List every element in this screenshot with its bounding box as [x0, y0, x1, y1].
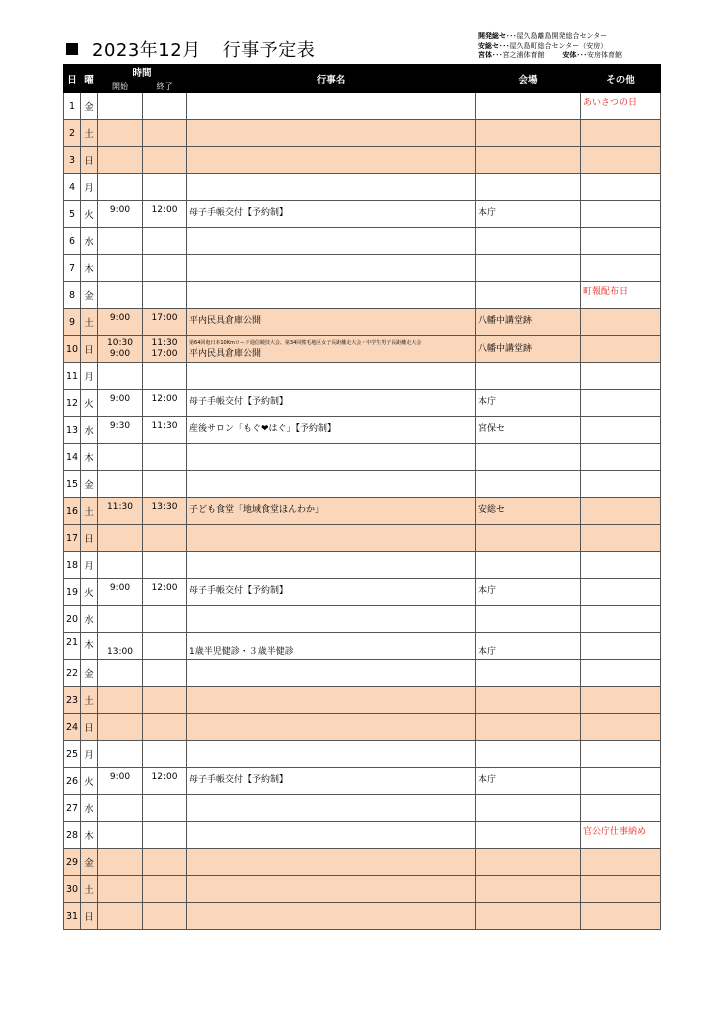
- end-time: [143, 606, 187, 633]
- other-note: [581, 687, 661, 714]
- table-row: [64, 363, 661, 390]
- day-number: 31: [64, 903, 81, 930]
- col-header-other: その他: [581, 65, 661, 93]
- table-row: [64, 228, 661, 255]
- event-name: [187, 687, 476, 714]
- venue: [476, 228, 581, 255]
- table-row: [64, 552, 661, 579]
- venue: 本庁: [476, 201, 581, 228]
- venue: 宮保セ: [476, 417, 581, 444]
- event-name: [187, 741, 476, 768]
- day-number: 29: [64, 849, 81, 876]
- title-subtitle: 行事予定表: [222, 40, 316, 61]
- start-time: [98, 336, 143, 363]
- col-header-end: 終了: [143, 80, 187, 93]
- end-time: 12:00: [143, 768, 187, 795]
- table-row: [64, 579, 661, 606]
- other-note: [581, 498, 661, 525]
- event-name: [187, 282, 476, 309]
- end-time: 11:30: [143, 417, 187, 444]
- event-name: [187, 660, 476, 687]
- other-note: [581, 552, 661, 579]
- start-time: [98, 660, 143, 687]
- venue: [476, 174, 581, 201]
- event-name: 母子手帳交付【予約制】: [187, 768, 476, 795]
- day-number: 14: [64, 444, 81, 471]
- day-of-week: 水: [81, 795, 98, 822]
- start-time: [98, 93, 143, 120]
- table-row: [64, 336, 661, 363]
- day-number: 26: [64, 768, 81, 795]
- event-name: [187, 147, 476, 174]
- table-row: [64, 525, 661, 552]
- start-time-line: 10:30: [107, 338, 133, 348]
- venue: [476, 552, 581, 579]
- day-of-week: 日: [81, 336, 98, 363]
- day-number: 7: [64, 255, 81, 282]
- page-title: [66, 36, 315, 62]
- legend-desc: ･･･宮之浦体育館: [492, 51, 545, 59]
- day-of-week: 金: [81, 849, 98, 876]
- table-row: [64, 849, 661, 876]
- end-time: 17:00: [143, 309, 187, 336]
- end-time: [143, 903, 187, 930]
- other-note: [581, 417, 661, 444]
- other-note: [581, 714, 661, 741]
- event-name: 母子手帳交付【予約制】: [187, 390, 476, 417]
- start-time: [98, 444, 143, 471]
- table-row: [64, 417, 661, 444]
- end-time: [143, 282, 187, 309]
- start-time: 9:00: [98, 390, 143, 417]
- col-header-venue: 会場: [476, 65, 581, 93]
- start-time: [98, 120, 143, 147]
- venue: 本庁: [476, 390, 581, 417]
- venue: 八幡中講堂跡: [476, 309, 581, 336]
- day-of-week: 月: [81, 174, 98, 201]
- end-time: [143, 93, 187, 120]
- day-of-week: 木: [81, 822, 98, 849]
- day-of-week: 日: [81, 903, 98, 930]
- event-name: 母子手帳交付【予約制】: [187, 201, 476, 228]
- venue: [476, 93, 581, 120]
- other-note: [581, 363, 661, 390]
- table-row: [64, 282, 661, 309]
- other-note: [581, 606, 661, 633]
- venue: [476, 282, 581, 309]
- legend-desc: ･･･屋久島町総合センター（安房）: [499, 41, 608, 50]
- other-note: [581, 768, 661, 795]
- legend-line: [478, 32, 622, 42]
- event-name: [187, 876, 476, 903]
- table-row: [64, 660, 661, 687]
- start-time: [98, 822, 143, 849]
- col-header-event: 行事名: [187, 65, 476, 93]
- day-number: 4: [64, 174, 81, 201]
- day-of-week: 火: [81, 579, 98, 606]
- venue: [476, 255, 581, 282]
- start-time: [98, 174, 143, 201]
- day-number: 12: [64, 390, 81, 417]
- day-of-week: 水: [81, 606, 98, 633]
- table-row: [64, 687, 661, 714]
- other-note: [581, 579, 661, 606]
- other-note: [581, 876, 661, 903]
- event-name: 子ども食堂「地域食堂ほんわか」: [187, 498, 476, 525]
- day-number: 17: [64, 525, 81, 552]
- other-note: [581, 255, 661, 282]
- venue: [476, 795, 581, 822]
- venue: 本庁: [476, 579, 581, 606]
- end-time: [143, 363, 187, 390]
- day-of-week: 金: [81, 282, 98, 309]
- venue: [476, 606, 581, 633]
- end-time: [143, 552, 187, 579]
- start-time: [98, 471, 143, 498]
- end-time: [143, 147, 187, 174]
- start-time: [98, 552, 143, 579]
- venue: [476, 120, 581, 147]
- col-header-day: 日: [64, 65, 81, 93]
- event-name: [187, 849, 476, 876]
- event-name: 母子手帳交付【予約制】: [187, 579, 476, 606]
- day-number: 24: [64, 714, 81, 741]
- event-name-line: 第64回奄日本10Kmロード通信競技大会、第34回熊毛地区女子長距離走大会・中学生男子長距離走大会: [189, 340, 422, 346]
- table-row: [64, 201, 661, 228]
- start-time: 13:00: [98, 633, 143, 660]
- start-time: 9:00: [98, 201, 143, 228]
- table-row: [64, 606, 661, 633]
- other-note: [581, 849, 661, 876]
- start-time: 9:00: [98, 309, 143, 336]
- table-row: [64, 822, 661, 849]
- venue: [476, 525, 581, 552]
- end-time: 13:30: [143, 498, 187, 525]
- other-note: あいさつの日: [581, 93, 661, 120]
- venue: 安総セ: [476, 498, 581, 525]
- day-of-week: 日: [81, 714, 98, 741]
- start-time: [98, 687, 143, 714]
- event-name: [187, 93, 476, 120]
- event-name: [187, 255, 476, 282]
- event-name: [187, 552, 476, 579]
- day-number: 15: [64, 471, 81, 498]
- end-time: [143, 849, 187, 876]
- table-row: [64, 633, 661, 660]
- table-row: [64, 768, 661, 795]
- day-of-week: 金: [81, 93, 98, 120]
- event-name: [187, 471, 476, 498]
- start-time: 9:00: [98, 768, 143, 795]
- day-of-week: 土: [81, 309, 98, 336]
- col-header-time: 時間: [98, 65, 187, 80]
- venue: [476, 660, 581, 687]
- start-time-line: 9:00: [109, 349, 131, 359]
- other-note: [581, 903, 661, 930]
- table-row: [64, 120, 661, 147]
- start-time: [98, 147, 143, 174]
- day-of-week: 金: [81, 471, 98, 498]
- other-note: [581, 174, 661, 201]
- day-of-week: 土: [81, 498, 98, 525]
- end-time-line: 11:30: [151, 338, 178, 348]
- table-row: [64, 471, 661, 498]
- start-time: [98, 876, 143, 903]
- event-name: [187, 336, 476, 363]
- square-bullet-icon: [66, 43, 78, 55]
- schedule-body: [64, 93, 661, 930]
- day-of-week: 月: [81, 552, 98, 579]
- end-time: [143, 525, 187, 552]
- table-row: [64, 795, 661, 822]
- day-of-week: 火: [81, 768, 98, 795]
- event-name: [187, 822, 476, 849]
- day-of-week: 水: [81, 417, 98, 444]
- day-number: 22: [64, 660, 81, 687]
- venue: [476, 147, 581, 174]
- end-time: [143, 795, 187, 822]
- day-number: 13: [64, 417, 81, 444]
- end-time: [143, 444, 187, 471]
- end-time: [143, 660, 187, 687]
- other-note: [581, 795, 661, 822]
- start-time: [98, 741, 143, 768]
- event-name: [187, 903, 476, 930]
- schedule-table: [63, 64, 661, 930]
- event-name: [187, 120, 476, 147]
- day-of-week: 木: [81, 444, 98, 471]
- end-time-line: 17:00: [151, 349, 178, 359]
- day-number: 23: [64, 687, 81, 714]
- end-time: 12:00: [143, 579, 187, 606]
- end-time: [143, 120, 187, 147]
- other-note: [581, 741, 661, 768]
- other-note: [581, 201, 661, 228]
- other-note: [581, 120, 661, 147]
- venue: [476, 876, 581, 903]
- other-note: [581, 444, 661, 471]
- day-number: 10: [64, 336, 81, 363]
- day-number: 30: [64, 876, 81, 903]
- other-note: [581, 336, 661, 363]
- end-time: 12:00: [143, 390, 187, 417]
- day-number: 27: [64, 795, 81, 822]
- other-note: [581, 471, 661, 498]
- day-number: 1: [64, 93, 81, 120]
- day-number: 3: [64, 147, 81, 174]
- day-number: 19: [64, 579, 81, 606]
- day-number: 20: [64, 606, 81, 633]
- table-row: [64, 444, 661, 471]
- event-name: [187, 174, 476, 201]
- day-number: 8: [64, 282, 81, 309]
- event-name: [187, 795, 476, 822]
- venue: [476, 849, 581, 876]
- day-number: 21: [64, 633, 81, 660]
- venue: [476, 741, 581, 768]
- legend-line: [478, 42, 622, 52]
- start-time: [98, 228, 143, 255]
- table-row: [64, 390, 661, 417]
- legend-desc: ･･･屋久島離島開発総合センター: [506, 32, 608, 40]
- venue: [476, 363, 581, 390]
- day-of-week: 火: [81, 201, 98, 228]
- other-note: [581, 525, 661, 552]
- end-time: [143, 336, 187, 363]
- day-number: 5: [64, 201, 81, 228]
- day-of-week: 日: [81, 147, 98, 174]
- table-row: [64, 741, 661, 768]
- event-name: 産後サロン「もぐ❤はぐ」【予約制】: [187, 417, 476, 444]
- other-note: [581, 660, 661, 687]
- start-time: 9:30: [98, 417, 143, 444]
- event-name: 1歳半児健診・３歳半健診: [187, 633, 476, 660]
- day-of-week: 月: [81, 363, 98, 390]
- day-number: 18: [64, 552, 81, 579]
- start-time: [98, 255, 143, 282]
- table-row: [64, 147, 661, 174]
- end-time: [143, 255, 187, 282]
- day-of-week: 土: [81, 876, 98, 903]
- start-time: [98, 282, 143, 309]
- venue: [476, 822, 581, 849]
- end-time: [143, 876, 187, 903]
- legend-desc: ･･･安房体育館: [576, 51, 622, 59]
- table-row: [64, 309, 661, 336]
- legend-abbr: 開発総セ: [478, 32, 506, 40]
- table-row: [64, 714, 661, 741]
- day-of-week: 火: [81, 390, 98, 417]
- venue: 本庁: [476, 633, 581, 660]
- legend-abbr: 宮体: [478, 51, 492, 59]
- event-name: [187, 363, 476, 390]
- venue: [476, 903, 581, 930]
- day-of-week: 土: [81, 120, 98, 147]
- day-number: 11: [64, 363, 81, 390]
- start-time: [98, 606, 143, 633]
- day-number: 28: [64, 822, 81, 849]
- start-time: 11:30: [98, 498, 143, 525]
- start-time: [98, 903, 143, 930]
- day-number: 16: [64, 498, 81, 525]
- day-number: 9: [64, 309, 81, 336]
- event-name: [187, 525, 476, 552]
- end-time: [143, 471, 187, 498]
- day-of-week: 木: [81, 633, 98, 660]
- day-of-week: 日: [81, 525, 98, 552]
- day-number: 2: [64, 120, 81, 147]
- end-time: [143, 633, 187, 660]
- venue: 本庁: [476, 768, 581, 795]
- day-number: 6: [64, 228, 81, 255]
- legend-abbr: 安体: [562, 51, 577, 59]
- event-name: 平内民具倉庫公開: [187, 309, 476, 336]
- venue-line: 八幡中講堂跡: [478, 343, 533, 354]
- legend-abbr: 安総セ: [478, 41, 499, 50]
- day-of-week: 月: [81, 741, 98, 768]
- start-time: [98, 795, 143, 822]
- table-row: [64, 876, 661, 903]
- end-time: [143, 714, 187, 741]
- day-of-week: 土: [81, 687, 98, 714]
- other-note: 官公庁仕事納め: [581, 822, 661, 849]
- day-of-week: 木: [81, 255, 98, 282]
- other-note: [581, 390, 661, 417]
- venue: [476, 687, 581, 714]
- event-name: [187, 228, 476, 255]
- end-time: [143, 822, 187, 849]
- event-name-line: 平内民具倉庫公開: [189, 349, 262, 359]
- venue: [476, 444, 581, 471]
- day-number: 25: [64, 741, 81, 768]
- other-note: 町報配布日: [581, 282, 661, 309]
- other-note: [581, 309, 661, 336]
- table-row: [64, 498, 661, 525]
- venue: [476, 471, 581, 498]
- table-row: [64, 174, 661, 201]
- day-of-week: 水: [81, 228, 98, 255]
- table-row: [64, 255, 661, 282]
- other-note: [581, 228, 661, 255]
- event-name: [187, 444, 476, 471]
- other-note: [581, 633, 661, 660]
- end-time: [143, 174, 187, 201]
- end-time: [143, 741, 187, 768]
- end-time: [143, 687, 187, 714]
- event-name: [187, 606, 476, 633]
- table-row: [64, 93, 661, 120]
- day-of-week: 金: [81, 660, 98, 687]
- start-time: [98, 849, 143, 876]
- end-time: 12:00: [143, 201, 187, 228]
- start-time: 9:00: [98, 579, 143, 606]
- col-header-dow: 曜: [81, 65, 98, 93]
- end-time: [143, 228, 187, 255]
- start-time: [98, 363, 143, 390]
- table-row: [64, 903, 661, 930]
- title-month: 2023年12月: [92, 40, 201, 61]
- legend-line: [478, 51, 622, 61]
- start-time: [98, 525, 143, 552]
- event-name: [187, 714, 476, 741]
- venue: [476, 336, 581, 363]
- col-header-start: 開始: [98, 80, 143, 93]
- other-note: [581, 147, 661, 174]
- venue-legend: [478, 32, 622, 61]
- start-time: [98, 714, 143, 741]
- venue: [476, 714, 581, 741]
